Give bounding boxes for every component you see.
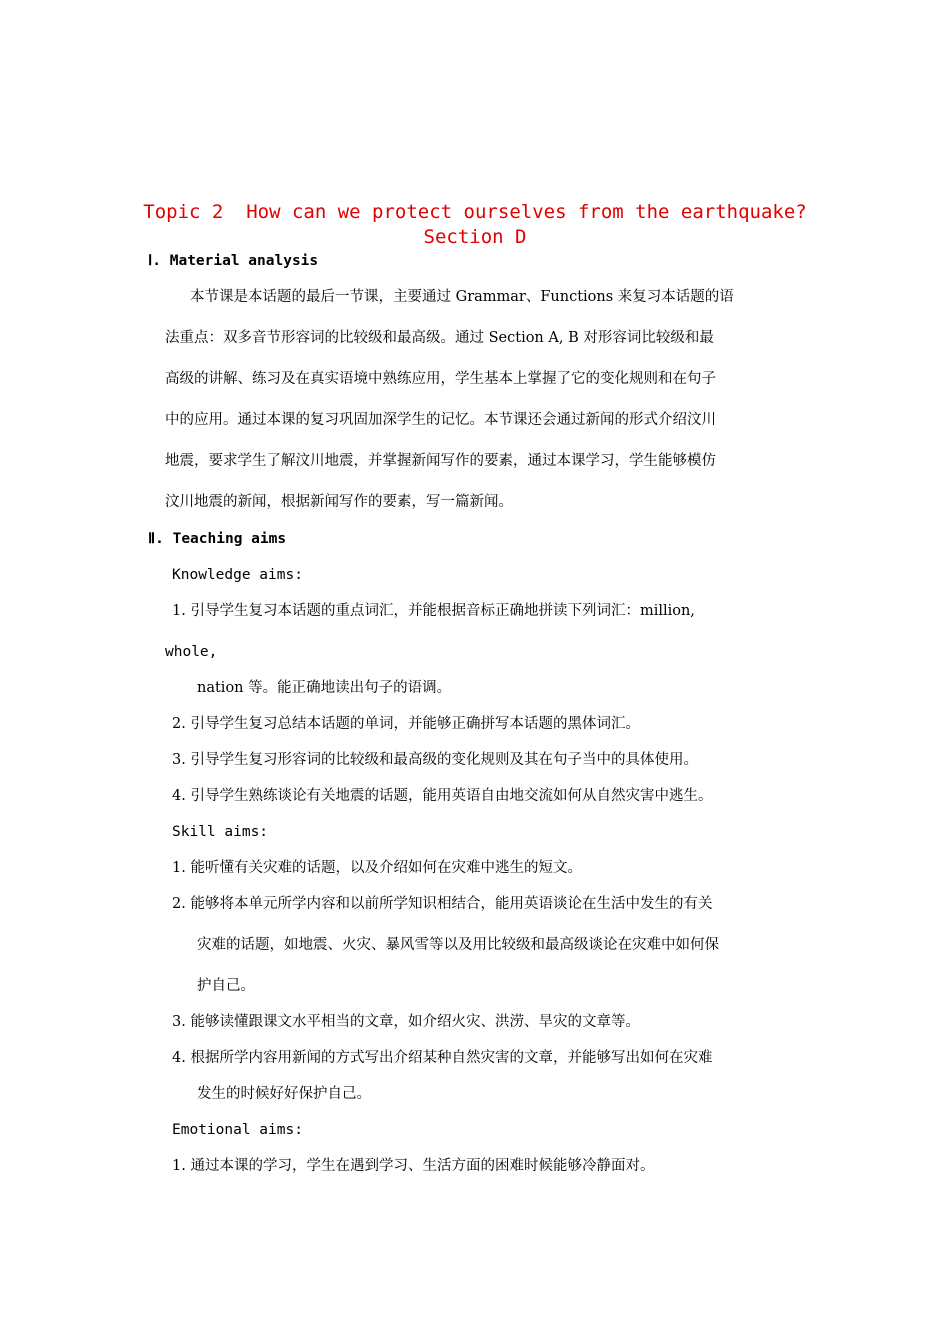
section-heading-teaching-aims: Ⅱ. Teaching aims — [148, 531, 287, 547]
list-item: 1. 通过本课的学习，学生在遇到学习、生活方面的困难时候能够冷静面对。 — [172, 1158, 655, 1174]
paragraph-line: 中的应用。通过本课的复习巩固加深学生的记忆。本节课还会通过新闻的形式介绍汶川 — [165, 412, 716, 428]
list-item-continuation: nation 等。能正确地读出句子的语调。 — [197, 680, 452, 696]
document-title: Topic 2 How can we protect ourselves from the earthquake? — [143, 201, 807, 223]
section-heading-material-analysis: Ⅰ. Material analysis — [148, 253, 319, 269]
emotional-aims-label: Emotional aims: — [172, 1122, 303, 1138]
list-item: 2. 能够将本单元所学内容和以前所学知识相结合，能用英语谈论在生活中发生的有关 — [172, 896, 713, 912]
paragraph-line: 汶川地震的新闻，根据新闻写作的要素，写一篇新闻。 — [165, 494, 513, 510]
paragraph-line: 高级的讲解、练习及在真实语境中熟练应用，学生基本上掌握了它的变化规则和在句子 — [165, 371, 716, 387]
list-item-continuation: 灾难的话题，如地震、火灾、暴风雪等以及用比较级和最高级谈论在灾难中如何保 — [197, 937, 719, 953]
list-item: 3. 能够读懂跟课文水平相当的文章，如介绍火灾、洪涝、旱灾的文章等。 — [172, 1014, 640, 1030]
list-item: 1. 引导学生复习本话题的重点词汇，并能根据音标正确地拼读下列词汇：million, — [172, 603, 695, 619]
paragraph-line: 本节课是本话题的最后一节课，主要通过 Grammar、Functions 来复习本话题的语 — [190, 289, 734, 305]
document-subtitle: Section D — [423, 226, 527, 248]
skill-aims-label: Skill aims: — [172, 824, 269, 840]
list-item-continuation: 护自己。 — [197, 978, 255, 994]
paragraph-line: 地震，要求学生了解汶川地震，并掌握新闻写作的要素，通过本课学习，学生能够模仿 — [165, 453, 716, 469]
list-item: 4. 引导学生熟练谈论有关地震的话题，能用英语自由地交流如何从自然灾害中逃生。 — [172, 788, 713, 804]
list-item-continuation: 发生的时候好好保护自己。 — [197, 1086, 371, 1102]
paragraph-line: 法重点：双多音节形容词的比较级和最高级。通过 Section A, B 对形容词比较级和最 — [165, 330, 714, 346]
list-item-continuation: whole, — [165, 644, 218, 660]
knowledge-aims-label: Knowledge aims: — [172, 567, 303, 583]
list-item: 3. 引导学生复习形容词的比较级和最高级的变化规则及其在句子当中的具体使用。 — [172, 752, 698, 768]
list-item: 4. 根据所学内容用新闻的方式写出介绍某种自然灾害的文章，并能够写出如何在灾难 — [172, 1050, 713, 1066]
list-item: 2. 引导学生复习总结本话题的单词，并能够正确拼写本话题的黑体词汇。 — [172, 716, 640, 732]
list-item: 1. 能听懂有关灾难的话题，以及介绍如何在灾难中逃生的短文。 — [172, 860, 582, 876]
